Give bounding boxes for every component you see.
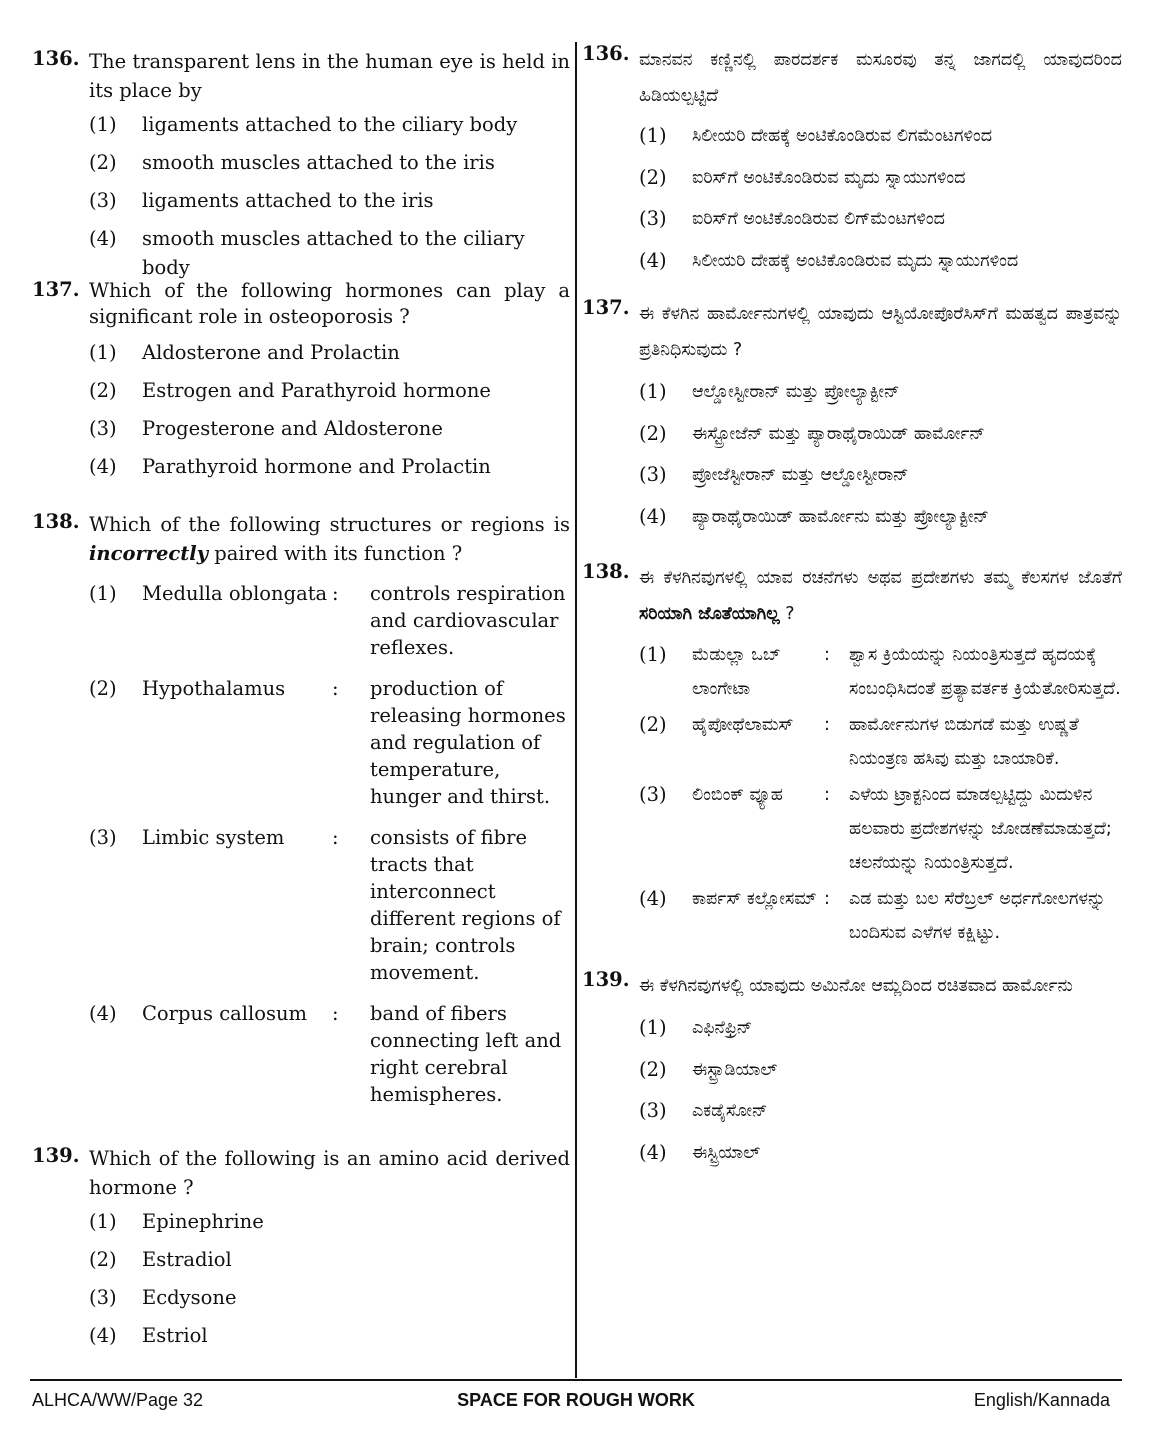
question-136-en — [32, 47, 570, 279]
question-text: ಈ ಕೆಳಗಿನವುಗಳಲ್ಲಿ ಯಾವ ರಚನೆಗಳು ಅಥವ ಪ್ರದೇಶಗಳು ತಮ್ಮ ಕೆಲಸಗಳ ಜೊತೆಗೆ ಸರಿಯಾಗಿ ಜೊತೆಯಾಗಿಲ್ಲ ? — [639, 568, 1122, 624]
question-text: Which of the following is an amino acid derived hormone ? — [89, 1147, 570, 1199]
option-number: (2) — [639, 165, 667, 189]
option-number: (1) — [89, 113, 117, 136]
question-number: 138. — [32, 510, 80, 533]
column-divider — [575, 42, 577, 1378]
option-text: Estrogen and Parathyroid hormone — [142, 379, 491, 402]
option-number: (2) — [89, 1248, 117, 1271]
option-3 — [89, 186, 570, 224]
match-row-4 — [89, 1000, 570, 1108]
option-2 — [89, 1245, 570, 1283]
question-number: 139. — [582, 968, 630, 991]
option-text: ligaments attached to the ciliary body — [142, 113, 518, 136]
option-number: (3) — [89, 826, 117, 849]
option-number: (3) — [639, 1099, 667, 1122]
option-text: Epinephrine — [142, 1210, 264, 1233]
option-number: (2) — [639, 1057, 667, 1081]
question-number: 138. — [582, 560, 630, 583]
question-137-en — [32, 278, 570, 490]
match-row-4 — [639, 882, 1122, 950]
function-desc: ಎಡ ಮತ್ತು ಬಲ ಸೆರೆಬ್ರಲ್ ಅರ್ಧಗೋಲಗಳನ್ನು ಬಂದಿಸುವ ಎಳೆಗಳ ಕಕ್ಷಿಟ್ಟು. — [849, 889, 1106, 943]
emphasis-incorrectly: incorrectly — [89, 542, 209, 565]
footer-rough-work: SPACE FOR ROUGH WORK — [457, 1390, 695, 1410]
match-row-1 — [89, 580, 570, 661]
option-1 — [639, 118, 1122, 160]
option-text: Progesterone and Aldosterone — [142, 417, 443, 440]
question-text: The transparent lens in the human eye is held in its place by — [89, 50, 570, 102]
option-text: ಸಿಲೀಯರಿ ದೇಹಕ್ಕೆ ಅಂಟಿಕೊಂಡಿರುವ ಲಿಗಮೆಂಟಗಳಿಂದ — [692, 126, 993, 146]
structure-term: Medulla oblongata — [142, 582, 328, 605]
footer-language: English/Kannada — [973, 1390, 1110, 1410]
option-text: ಈಸ್ಟ್ರಾಡಿಯಾಲ್ — [692, 1059, 778, 1080]
option-number: (3) — [89, 1286, 117, 1309]
option-text: Ecdysone — [142, 1286, 237, 1309]
option-text: Estriol — [142, 1324, 208, 1347]
option-text: Parathyroid hormone and Prolactin — [142, 455, 491, 478]
option-1 — [639, 374, 1122, 416]
option-text: ಐರಿಸ್‌ಗೆ ಅಂಟಿಕೊಂಡಿರುವ ಲಿಗ್‌ಮೆಂಟಗಳಿಂದ — [692, 209, 945, 229]
match-row-2 — [89, 675, 570, 810]
option-3 — [89, 1283, 570, 1321]
english-column — [32, 40, 570, 1359]
colon: : — [824, 785, 830, 805]
option-text: ಆಲ್ಡೋಸ್ಟೀರಾನ್ ಮತ್ತು ಪ್ರೋಲ್ಯಾಕ್ಟೀನ್ — [692, 382, 900, 402]
match-row-3 — [89, 824, 570, 986]
option-number: (1) — [639, 643, 667, 666]
structure-term: ಕಾರ್ಪಸ್ ಕಲ್ಲೋಸಮ್ — [692, 889, 817, 909]
option-number: (3) — [639, 463, 667, 486]
option-number: (1) — [639, 124, 667, 147]
option-4 — [89, 452, 570, 490]
option-number: (3) — [89, 189, 117, 212]
option-number: (3) — [89, 417, 117, 440]
option-number: (4) — [89, 455, 117, 478]
option-2 — [639, 160, 1122, 202]
question-text: ಈ ಕೆಳಗಿನವುಗಳಲ್ಲಿ ಯಾವುದು ಅಮಿನೋ ಆಮ್ಲದಿಂದ ರಚಿತವಾದ ಹಾರ್ಮೋನು — [639, 976, 1073, 996]
option-number: (4) — [89, 227, 117, 250]
function-desc: ಶ್ವಾಸ ಕ್ರಿಯೆಯನ್ನು ನಿಯಂತ್ರಿಸುತ್ತದೆ ಹೃದಯಕ್ಕೆ ಸಂಬಂಧಿಸಿದಂತೆ ಪ್ರತ್ಯಾವರ್ತಕ ಕ್ರಿಯೆತೋರಿಸುತ್ತದೆ. — [849, 645, 1121, 699]
option-text: Estradiol — [142, 1248, 232, 1271]
colon: : — [824, 645, 830, 665]
option-4 — [639, 243, 1122, 285]
match-row-3 — [639, 778, 1122, 880]
function-desc: production of releasing hormones and regulation of temperature, hunger and thirst. — [370, 677, 566, 808]
option-4 — [639, 499, 1122, 541]
question-number: 139. — [32, 1144, 80, 1167]
option-text: ಪ್ಯಾರಾಥೈರಾಯಿಡ್ ಹಾರ್ಮೋನು ಮತ್ತು ಪ್ರೋಲ್ಯಾಕ್ಟೀನ್ — [692, 506, 989, 527]
option-number: (4) — [89, 1002, 117, 1025]
structure-term: Corpus callosum — [142, 1002, 308, 1025]
colon: : — [332, 826, 339, 849]
function-desc: ಹಾರ್ಮೋನುಗಳ ಬಿಡುಗಡೆ ಮತ್ತು ಉಷ್ಣತೆ ನಿಯಂತ್ರಣ ಹಸಿವು ಮತ್ತು ಬಾಯಾರಿಕೆ. — [849, 715, 1079, 769]
footer-rule — [30, 1379, 1122, 1381]
option-3 — [639, 201, 1122, 243]
colon: : — [824, 715, 830, 735]
option-number: (1) — [639, 380, 667, 403]
question-text: ಮಾನವನ ಕಣ್ಣಿನಲ್ಲಿ ಪಾರದರ್ಶಕ ಮಸೂರವು ತನ್ನ ಜಾಗದಲ್ಲಿ ಯಾವುದರಿಂದ ಹಿಡಿಯಲ್ಪಟ್ಟಿದೆ — [639, 50, 1122, 106]
emphasis-not-correctly-paired: ಸರಿಯಾಗಿ ಜೊತೆಯಾಗಿಲ್ಲ — [639, 604, 780, 624]
option-number: (4) — [639, 887, 667, 910]
colon: : — [824, 889, 830, 909]
question-text: ಈ ಕೆಳಗಿನ ಹಾರ್ಮೋನುಗಳಲ್ಲಿ ಯಾವುದು ಆಸ್ಟಿಯೋಪೊರೆಸಿಸ್‌ಗೆ ಮಹತ್ವದ ಪಾತ್ರವನ್ನು ಪ್ರತಿನಿಧಿಸುವುದು ? — [639, 304, 1122, 360]
match-row-1 — [639, 638, 1122, 706]
structure-term: ಲಿಂಬಿಂಕ್ ವ್ಯೂಹ — [692, 785, 783, 805]
option-3 — [89, 414, 570, 452]
question-136-kn — [582, 42, 1122, 284]
option-number: (2) — [89, 151, 117, 174]
option-number: (4) — [639, 248, 667, 272]
structure-term: ಹೈಪೋಥೆಲಾಮಸ್ — [692, 715, 794, 735]
function-desc: controls respiration and cardiovascular reflexes. — [370, 582, 566, 659]
colon: : — [332, 582, 339, 605]
option-text: ಈಸ್ಟ್ರೋಜೆನ್ ಮತ್ತು ಪ್ಯಾರಾಥೈರಾಯಿಡ್ ಹಾರ್ಮೋನ್ — [692, 423, 985, 444]
function-desc: band of fibers connecting left and right cerebral hemispheres. — [370, 1002, 562, 1106]
question-text: Which of the following hormones can play a significant role in osteoporosis ? — [89, 279, 570, 328]
option-text: ಸಿಲೀಯರಿ ದೇಹಕ್ಕೆ ಅಂಟಿಕೊಂಡಿರುವ ಮೃದು ಸ್ನಾಯುಗಳಿಂದ — [692, 250, 1019, 271]
question-139-kn — [582, 968, 1122, 1176]
question-137-kn — [582, 296, 1122, 540]
option-1 — [89, 1207, 570, 1245]
option-3 — [639, 457, 1122, 499]
option-number: (2) — [89, 379, 117, 402]
kannada-column — [582, 40, 1122, 1176]
question-number: 137. — [582, 296, 630, 319]
option-text: ಐರಿಸ್‌ಗೆ ಅಂಟಿಕೊಂಡಿರುವ ಮೃದು ಸ್ನಾಯುಗಳಿಂದ — [692, 167, 966, 188]
option-1 — [89, 338, 570, 376]
question-139-en — [32, 1144, 570, 1359]
option-number: (2) — [639, 713, 667, 736]
option-number: (3) — [639, 783, 667, 806]
option-3 — [639, 1093, 1122, 1135]
option-text: ಈಸ್ಟ್ರಿಯಾಲ್ — [692, 1142, 761, 1163]
option-1 — [639, 1010, 1122, 1052]
structure-term: Hypothalamus — [142, 677, 286, 700]
question-138-en — [32, 510, 570, 1108]
option-number: (3) — [639, 207, 667, 230]
option-2 — [639, 416, 1122, 458]
option-number: (1) — [639, 1016, 667, 1039]
footer-page-code: ALHCA/WW/Page 32 — [32, 1390, 204, 1410]
option-text: smooth muscles attached to the ciliary body — [142, 227, 525, 279]
option-2 — [89, 148, 570, 186]
option-2 — [639, 1052, 1122, 1094]
function-desc: ಎಳೆಯ ಟ್ರಾಕ್ಟನಿಂದ ಮಾಡಲ್ಪಟ್ಟಿದ್ದು ಮಿದುಳಿನ ಹಲವಾರು ಪ್ರದೇಶಗಳನ್ನು ಜೋಡಣೆಮಾಡುತ್ತದೆ; ಚಲನೆಯನ್ನು ನಿಯಂತ್ರಿಸುತ್ತದೆ. — [849, 785, 1112, 873]
option-2 — [89, 376, 570, 414]
structure-term: ಮೆಡುಲ್ಲಾ ಒಬ್ ಲಾಂಗೇಟಾ — [692, 645, 781, 699]
colon: : — [332, 1002, 339, 1025]
option-4 — [89, 1321, 570, 1359]
option-1 — [89, 110, 570, 148]
option-number: (4) — [89, 1324, 117, 1347]
option-number: (4) — [639, 504, 667, 528]
option-text: ಎಕಡೈಸೋನ್ — [692, 1101, 768, 1121]
option-number: (1) — [89, 341, 117, 364]
option-text: Aldosterone and Prolactin — [142, 341, 400, 364]
option-4 — [639, 1135, 1122, 1177]
option-4 — [89, 224, 570, 279]
option-number: (1) — [89, 582, 117, 605]
match-row-2 — [639, 708, 1122, 776]
option-number: (1) — [89, 1210, 117, 1233]
colon: : — [332, 677, 339, 700]
option-text: ligaments attached to the iris — [142, 189, 434, 212]
question-text: Which of the following structures or regions is incorrectly paired with its function ? — [89, 513, 570, 565]
option-number: (2) — [639, 421, 667, 445]
option-text: ಪ್ರೋಜೆಸ್ಟೀರಾನ್ ಮತ್ತು ಆಲ್ಡೋಸ್ಟೀರಾನ್ — [692, 465, 909, 485]
question-number: 136. — [582, 42, 630, 65]
question-138-kn — [582, 560, 1122, 950]
question-number: 137. — [32, 278, 80, 301]
option-number: (4) — [639, 1140, 667, 1164]
function-desc: consists of fibre tracts that interconnect different regions of brain; controls movement. — [370, 826, 561, 984]
option-text: smooth muscles attached to the iris — [142, 151, 495, 174]
question-number: 136. — [32, 47, 80, 70]
option-number: (2) — [89, 677, 117, 700]
structure-term: Limbic system — [142, 826, 285, 849]
option-text: ಎಫಿನೆಫ್ರಿನ್ — [692, 1018, 753, 1038]
